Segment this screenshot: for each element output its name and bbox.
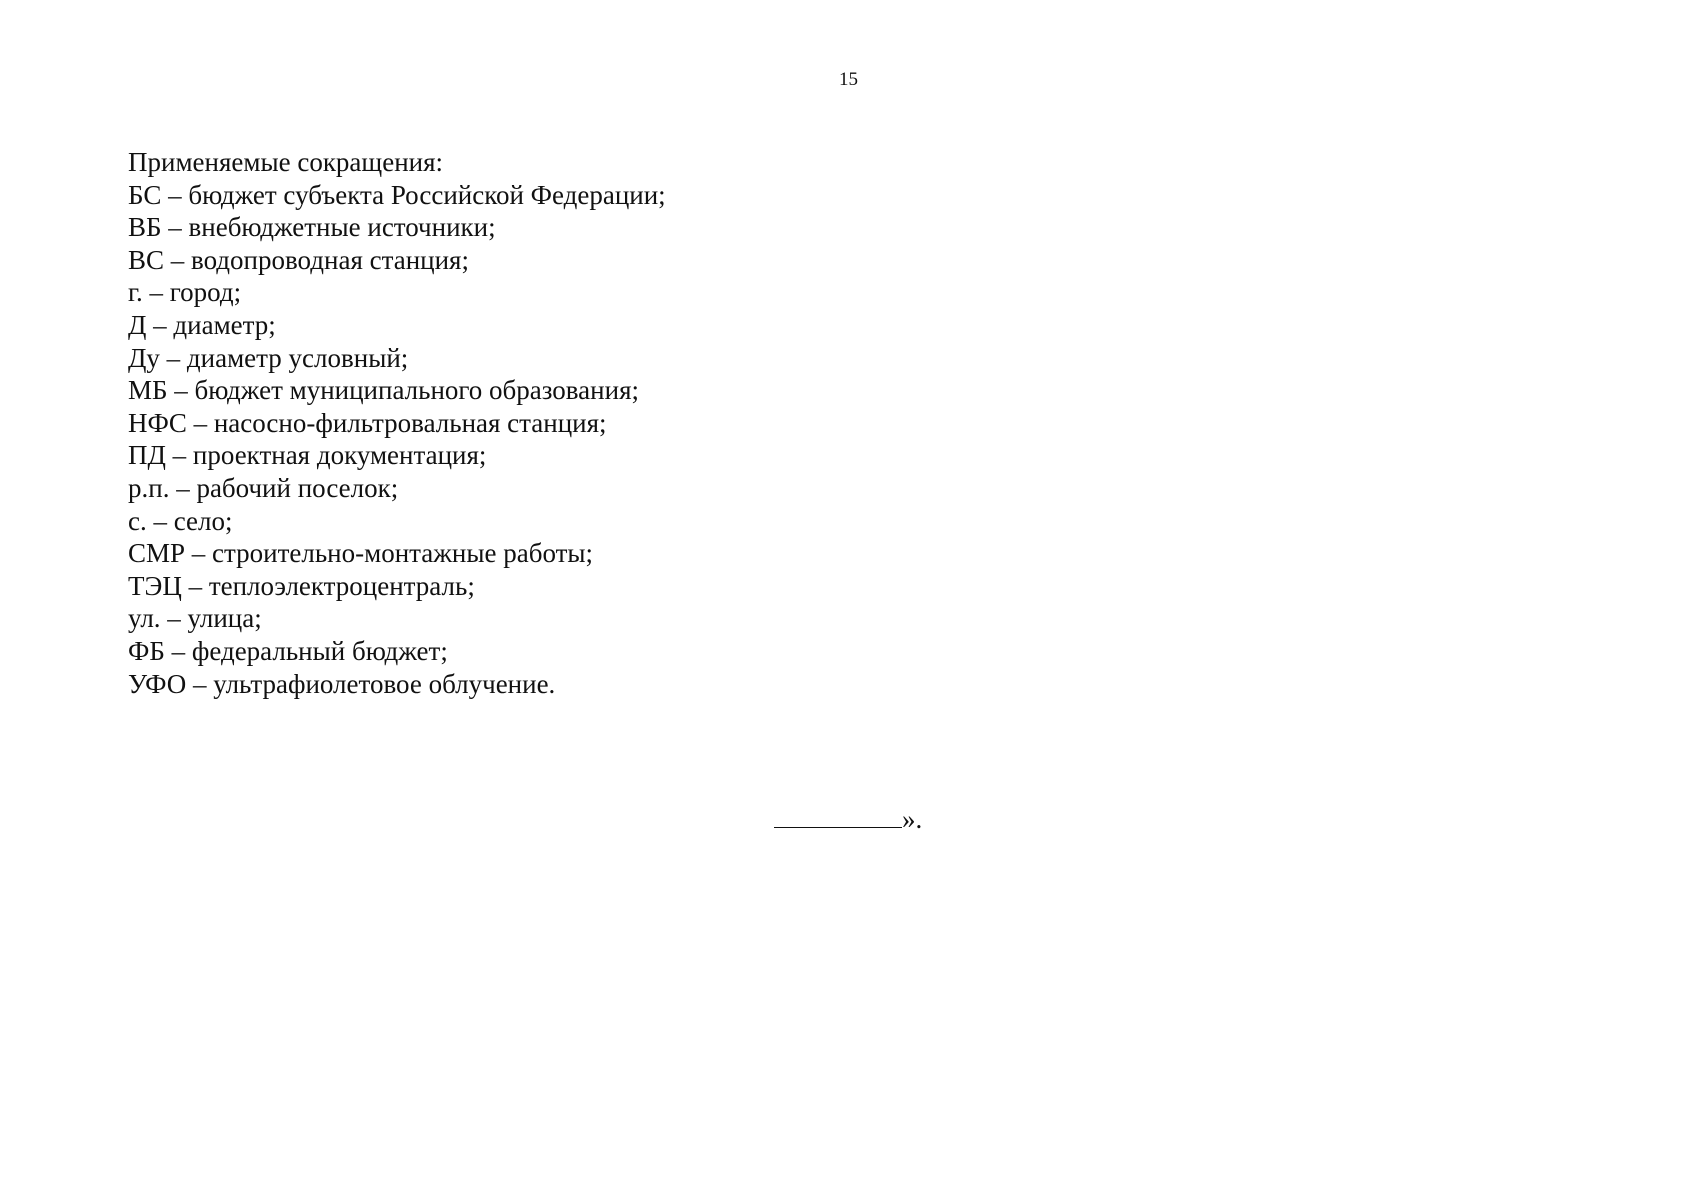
abbreviation-item: ТЭЦ – теплоэлектроцентраль;	[128, 570, 475, 601]
abbreviation-item: р.п. – рабочий поселок;	[128, 472, 399, 503]
abbreviations-list	[128, 146, 1128, 700]
abbreviation-item: с. – село;	[128, 505, 233, 536]
abbreviation-item: г. – город;	[128, 277, 242, 308]
abbreviations-heading: Применяемые сокращения:	[128, 147, 444, 177]
abbreviation-item: ВБ – внебюджетные источники;	[128, 212, 496, 243]
abbreviation-item: ул. – улица;	[128, 603, 262, 634]
abbreviation-item: СМР – строительно-монтажные работы;	[128, 538, 594, 569]
abbreviation-item: БС – бюджет субъекта Российской Федерации;	[128, 179, 666, 210]
abbreviation-item: Д – диаметр;	[128, 309, 276, 340]
abbreviation-item: УФО – ультрафиолетовое облучение.	[128, 668, 556, 699]
abbreviation-item: ФБ – федеральный бюджет;	[128, 635, 448, 666]
abbreviation-item: ПД – проектная документация;	[128, 440, 487, 471]
abbreviation-item: ВС – водопроводная станция;	[128, 244, 469, 275]
closing-mark	[774, 803, 922, 835]
closing-underline	[774, 803, 902, 828]
abbreviation-item: МБ – бюджет муниципального образования;	[128, 375, 639, 406]
abbreviation-item: Ду – диаметр условный;	[128, 342, 409, 373]
closing-quote: ».	[902, 804, 923, 834]
abbreviation-item: НФС – насосно-фильтровальная станция;	[128, 407, 607, 438]
page-number: 15	[839, 69, 858, 90]
